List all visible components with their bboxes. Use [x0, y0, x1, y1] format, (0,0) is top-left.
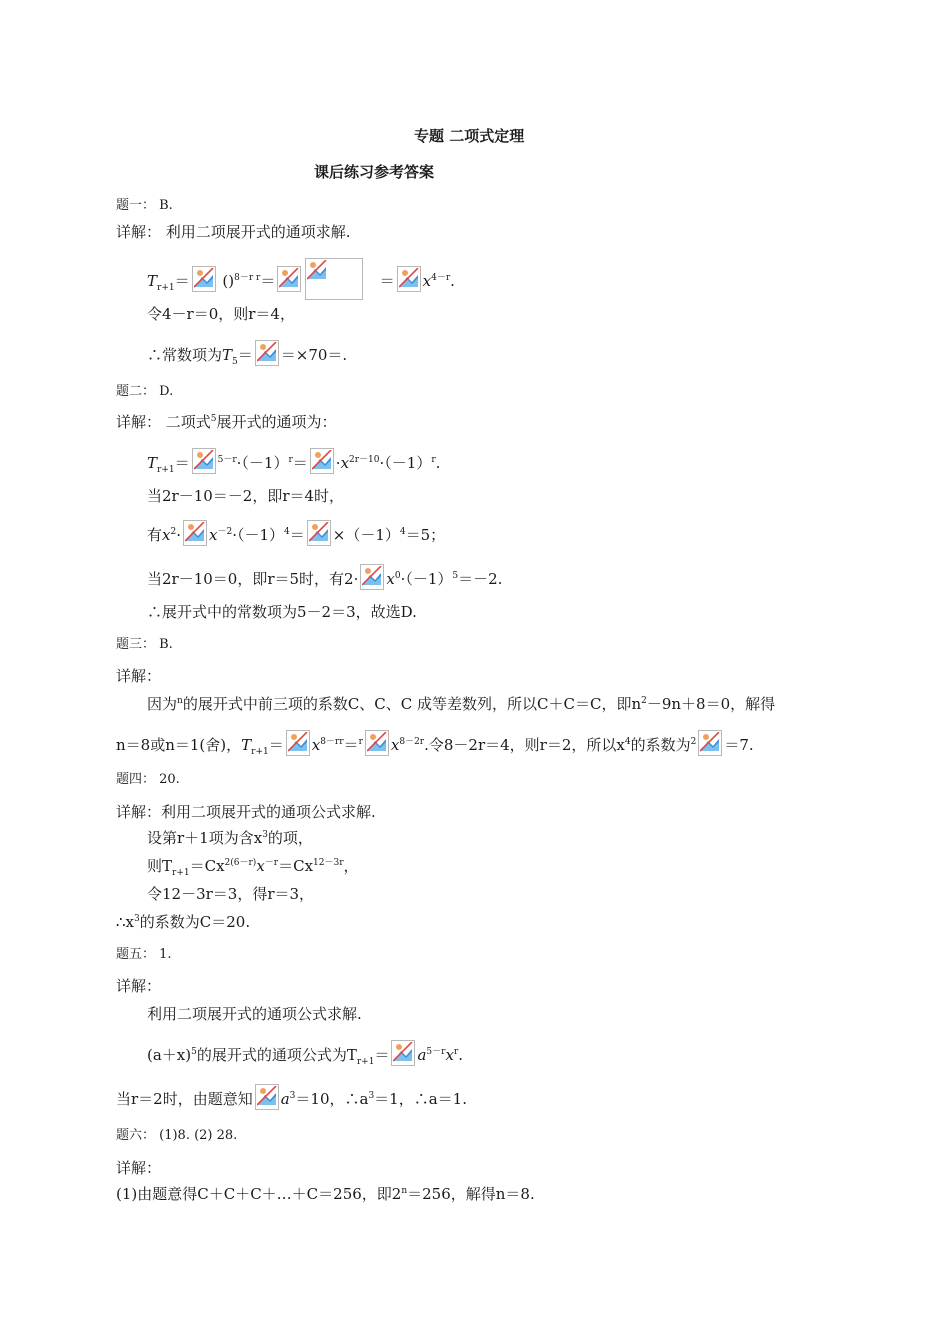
- q4-step2: 则$T_{r+1}=Cx^{2(6-r)}x^{-r}=Cx^{12-3r}$，: [147, 857, 359, 878]
- q5-conclusion: 当r＝2时，由题意知 $a^3=10$，$\therefore a^3=1$，∴a＝1.: [116, 1084, 467, 1110]
- broken-image-icon: [192, 266, 216, 292]
- q2-formula: $T_{r+1}=$ $^{5-r}\cdot(-1)^r=$ $\cdot x^{2r-10}\cdot(-1)^r$.: [147, 448, 440, 474]
- broken-image-icon: [192, 448, 216, 474]
- broken-image-icon: [365, 730, 389, 756]
- q1-answer: 题一： B.: [116, 198, 173, 213]
- q2-step: 当2r－10＝－2，即r＝4时，: [147, 487, 345, 505]
- broken-image-icon: [397, 266, 421, 292]
- q6-answer: 题六： (1)8. (2) 28.: [116, 1128, 238, 1143]
- broken-image-icon: [277, 266, 301, 292]
- q4-step1: 设第r＋1项为含$x^3$的项，: [147, 829, 313, 847]
- broken-image-icon: [307, 520, 331, 546]
- q3-detail: 详解：: [116, 667, 162, 685]
- q4-detail: 详解：利用二项展开式的通项公式求解.: [116, 803, 376, 821]
- page-title: 专题 二项式定理: [414, 127, 525, 145]
- broken-image-icon: [255, 340, 279, 366]
- q2-conclusion: ∴展开式中的常数项为5－2＝3，故选D.: [147, 603, 417, 621]
- q2-case2: 当2r－10＝0，即r＝5时，有2· $x^0\cdot(-1)^5=-2$.: [147, 564, 502, 590]
- q4-step3: 令12－3r＝3，得r＝3，: [147, 885, 315, 903]
- q1-formula: $T_{r+1}=$ ()$^{8-r r}$＝ ＝ $x^{4-r}$.: [147, 258, 455, 300]
- q4-conclusion: $\therefore x^3$的系数为C＝20.: [116, 913, 251, 931]
- q4-answer: 题四： 20.: [116, 772, 180, 787]
- q2-detail: 详解： 二项式$^5$展开式的通项为：: [116, 413, 337, 431]
- broken-image-icon: [183, 520, 207, 546]
- broken-image-icon: [360, 564, 384, 590]
- broken-image-icon: [305, 258, 363, 300]
- q3-line2: n＝8或n＝1(舍)，$T_{r+1}=$ $x^{8-rr}=^r$ $x^{8-2r}$.令8－2r＝4，则r＝2，所以$x^4$的系数为$^2$ ＝7.: [116, 730, 754, 756]
- q3-answer: 题三： B.: [116, 637, 173, 652]
- q6-step1: (1)由题意得C＋C＋C＋…＋C＝256，即$2^n=256$，解得n＝8.: [116, 1185, 535, 1203]
- q3-line1: 因为$^n$的展开式中前三项的系数C、C、C 成等差数列，所以C＋C＝C，即$n^2-9n+8=0$，解得: [147, 695, 776, 713]
- broken-image-icon: [255, 1084, 279, 1110]
- broken-image-icon: [286, 730, 310, 756]
- q1-conclusion: ∴常数项为$T_5=$ ＝×70＝.: [147, 340, 347, 366]
- q1-detail: 详解： 利用二项展开式的通项求解.: [116, 223, 351, 241]
- q6-detail: 详解：: [116, 1159, 162, 1177]
- q5-detail: 详解：: [116, 977, 162, 995]
- q5-step2: $(a+x)^5$的展开式的通项公式为$T_{r+1}=$ $a^{5-r}x^r$.: [147, 1040, 463, 1066]
- q1-step: 令4－r＝0，则r＝4，: [147, 305, 295, 323]
- broken-image-icon: [391, 1040, 415, 1066]
- q5-step1: 利用二项展开式的通项公式求解.: [147, 1005, 362, 1023]
- q5-answer: 题五： 1.: [116, 947, 172, 962]
- q2-answer: 题二： D.: [116, 384, 174, 399]
- q2-case1: 有$x^2\cdot$ $x^{-2}\cdot(-1)^4=$ $\times(-1)^4=5$；: [147, 520, 445, 546]
- broken-image-icon: [310, 448, 334, 474]
- page-subtitle: 课后练习参考答案: [314, 163, 435, 181]
- broken-image-icon: [698, 730, 722, 756]
